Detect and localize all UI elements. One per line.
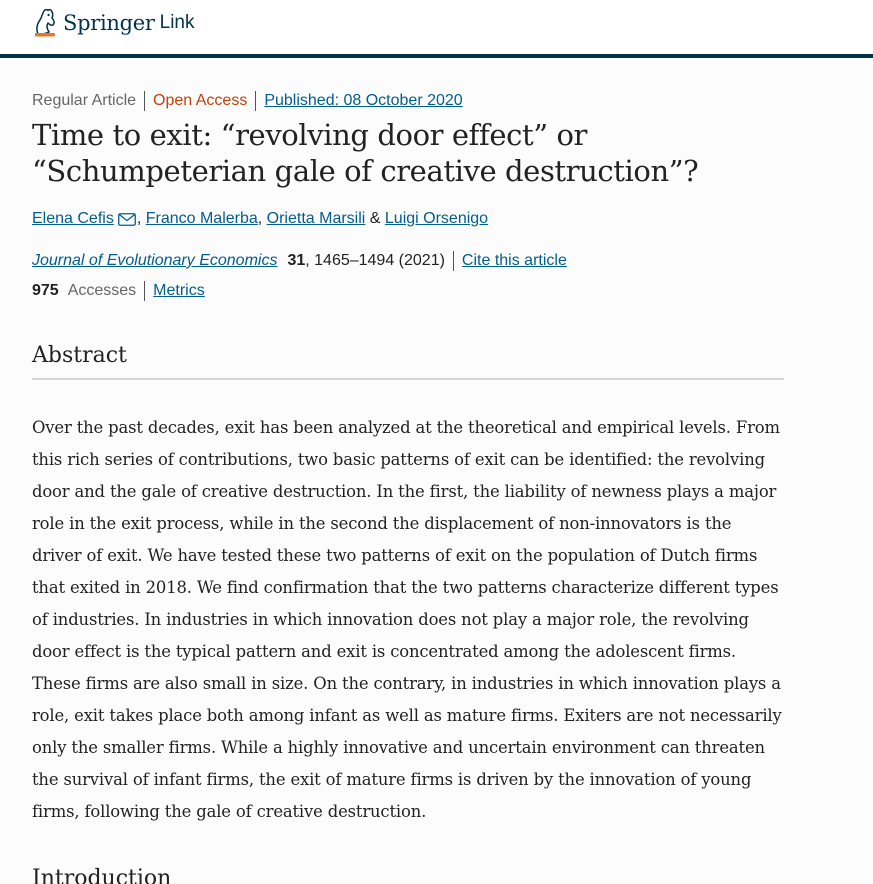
site-header [0,0,873,58]
metrics-link[interactable]: Metrics [153,282,205,299]
springer-horse-icon [32,7,58,39]
article-type: Regular Article [32,92,137,109]
published-date-link[interactable]: Published: 08 October 2020 [264,92,463,109]
abstract-text: Over the past decades, exit has been analyzed at the theoretical and empirical levels. From this rich series of contributions, two basic patterns of exit can be identified: the revolving door and the gale of creative destruction. In the first, the liability of newness plays a major role in the exit process, while in the second the displacement of non-innovators is the driver of exit. We have tested these two patterns of exit on the population of Dutch firms that exited in 2018. We find confirmation that the two patterns characterize different types of industries. In industries in which innovation does not play a major role, the revolving door effect is the typical pattern and exit is concentrated among the adolescent firms. These firms are also small in size. On the contrary, in industries in which innovation plays a role, exit takes place both among infant as well as mature firms. Exiters are not necessarily only the smaller firms. While a highly innovative and uncertain environment can threaten the survival of infant firms, the exit of mature firms is driven by the innovation of young firms, following the gale of creative destruction. [32,418,782,821]
accesses-count: 975 [32,282,59,299]
logo-link-text: Link [159,12,195,33]
divider [144,91,145,111]
author-separator: , [257,210,267,227]
cite-article-link[interactable]: Cite this article [461,252,567,269]
author-link[interactable]: Luigi Orsenigo [384,210,489,227]
author-list [32,210,488,228]
accesses-label: Accesses [67,282,137,299]
open-access-badge: Open Access [153,92,248,109]
divider [255,91,256,111]
springer-link-logo[interactable] [32,7,194,39]
article-meta [32,91,463,111]
logo-springer-text: Springer [63,11,155,35]
divider [453,251,454,271]
abstract-heading: Abstract [32,343,784,380]
author-link[interactable]: Orietta Marsili [266,210,366,227]
author-link[interactable]: Elena Cefis [32,210,114,227]
citation-row [32,251,567,271]
introduction-heading: Introduction [32,866,172,884]
email-icon[interactable] [118,213,136,226]
author-separator: & [365,210,385,227]
pages-year: , 1465–1494 (2021) [305,252,445,269]
journal-link[interactable]: Journal of Evolutionary Economics [32,252,278,269]
divider [144,281,145,301]
article-title: Time to exit: “revolving door effect” or “Schumpeterian gale of creative destruction”? [32,118,699,188]
author-separator: , [136,210,146,227]
metrics-row [32,281,205,301]
author-link[interactable]: Franco Malerba [145,210,258,227]
volume-number: 31 [287,252,306,269]
